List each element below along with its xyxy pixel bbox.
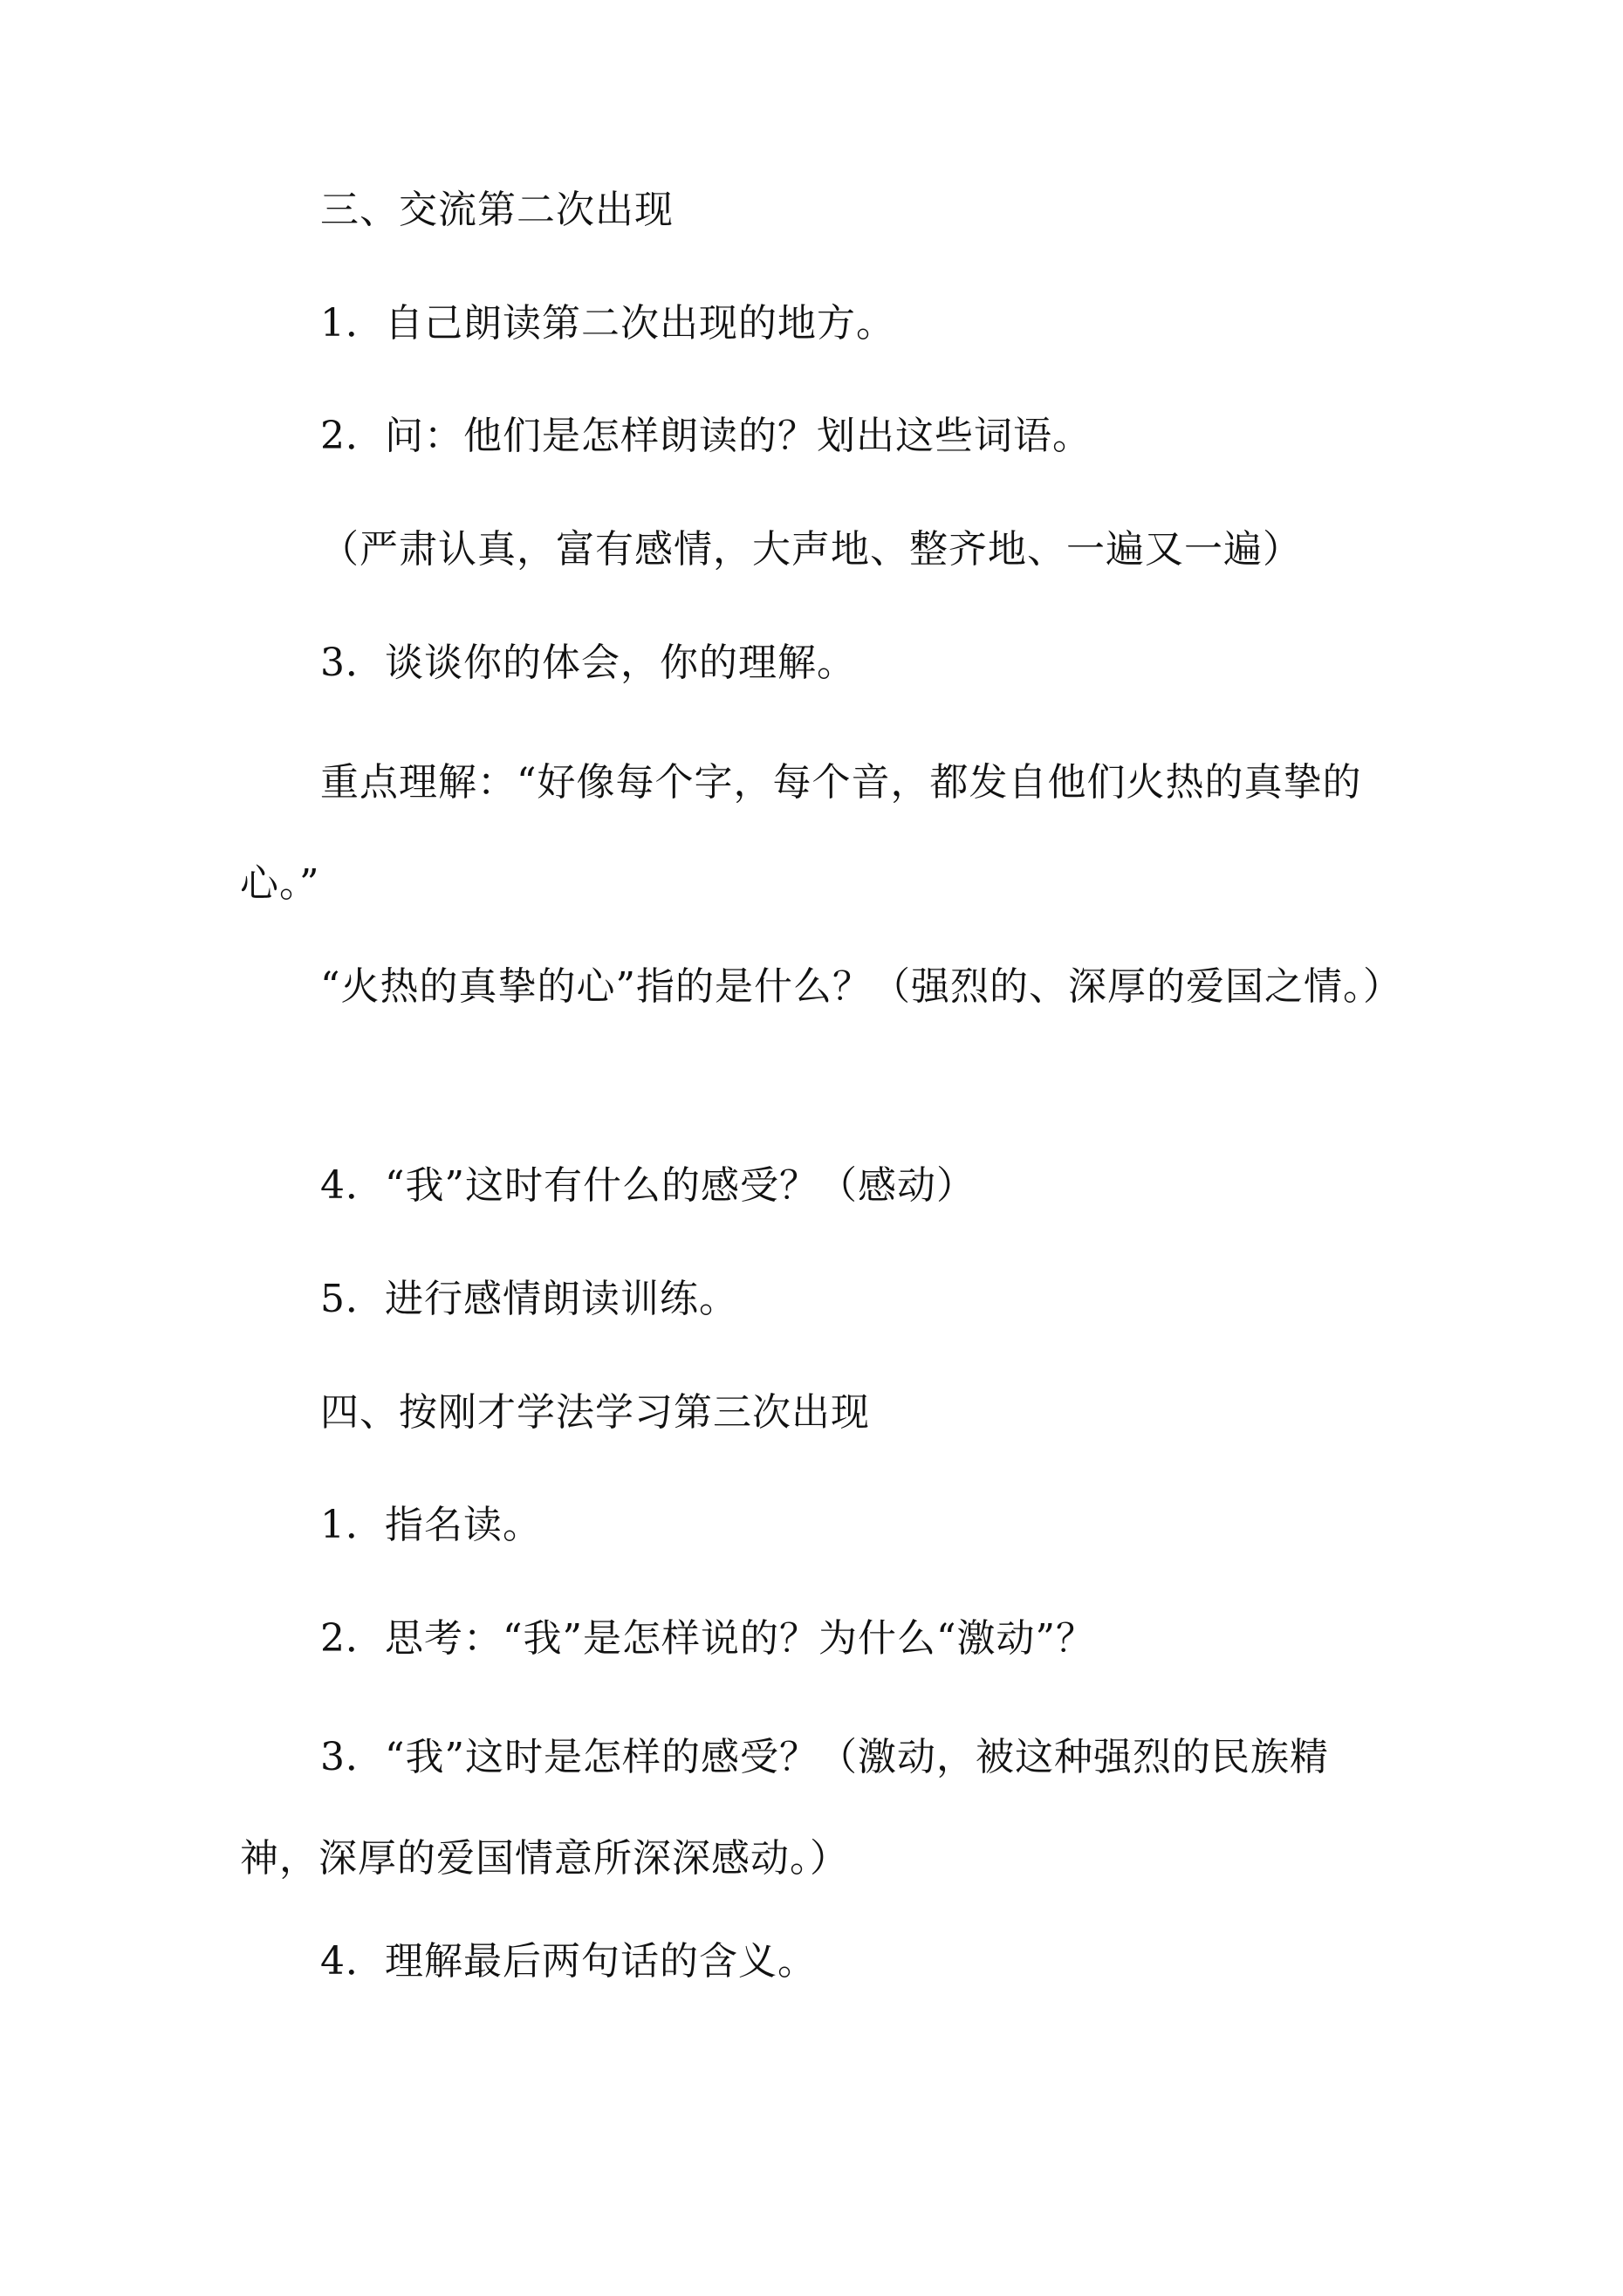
step-my-feeling: 4．“我”这时有什么的感受？（感动）: [320, 1163, 976, 1208]
step-share-understanding: 3．谈谈你的体会，你的理解。: [320, 641, 856, 685]
step-read-second-appearance: 1．自己朗读第二次出现的地方。: [320, 301, 895, 346]
step-understand-last-sentences: 4．理解最后两句话的含义。: [320, 1939, 817, 1984]
step-read-by-name: 1．指名读。: [320, 1503, 542, 1547]
step-ask-how-they-read: 2．问：他们是怎样朗读的？划出这些词语。: [320, 414, 1092, 458]
question-burning-heart: “火热的真挚的心”指的是什么？（强烈的、深厚的爱国之情。）: [320, 964, 1402, 1009]
section-heading-three: 三、交流第二次出现: [320, 188, 674, 232]
step-emotional-reading: 5．进行感情朗读训练。: [320, 1277, 738, 1321]
key-understanding: 重点理解：“好像每个字，每个音，都发自他们火热的真挚的心。”: [240, 760, 1362, 906]
answer-reading-words: （严肃认真，富有感情，大声地、整齐地、一遍又一遍）: [320, 527, 1302, 572]
step-feeling-at-this-time: 3．“我”这时是怎样的感受？（激动，被这种强烈的民族精神，深厚的爱国情意所深深感动。）: [240, 1735, 1329, 1881]
section-heading-four: 四、按刚才学法学习第三次出现: [320, 1390, 870, 1435]
step-think-why-excited: 2．思考：“我”是怎样说的？为什么“激动”？: [320, 1616, 1095, 1661]
